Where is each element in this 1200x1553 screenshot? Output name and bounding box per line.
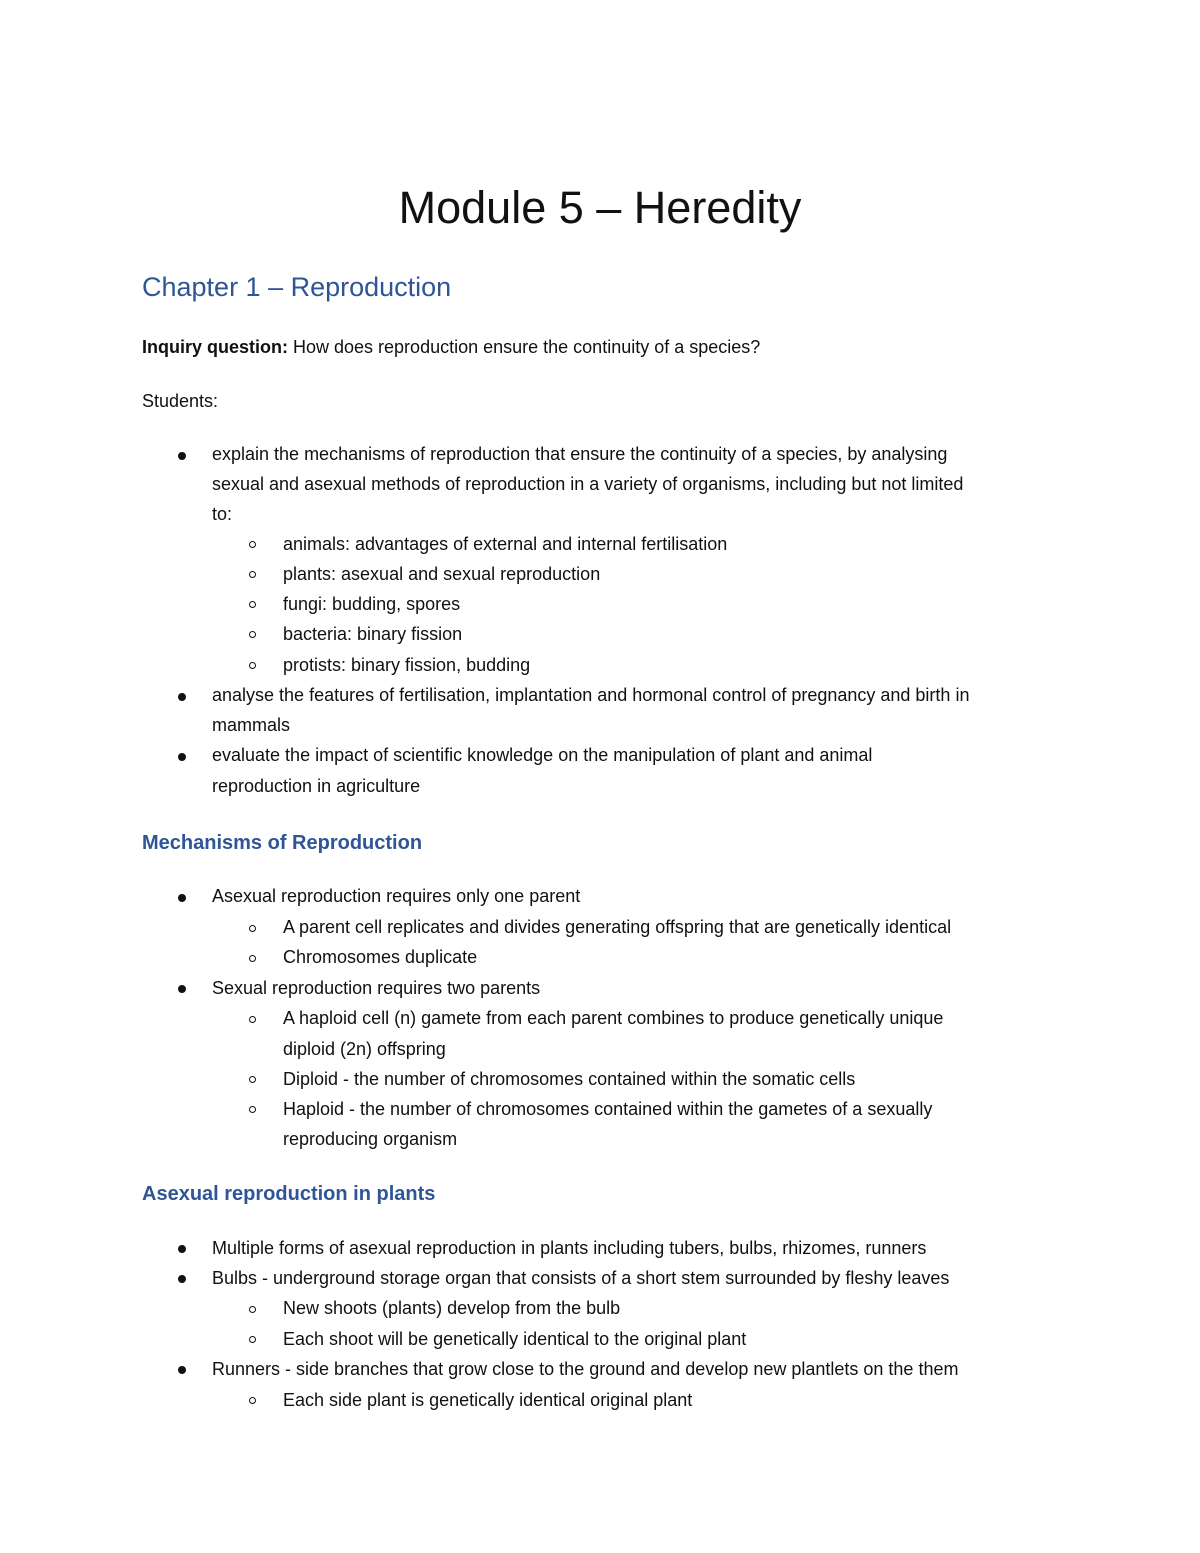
circle-bullet-icon: [249, 1397, 256, 1404]
sexual-subpoint: Haploid - the number of chromosomes contained within the gametes of a sexually: [283, 1099, 933, 1119]
circle-bullet-icon: [249, 1016, 256, 1023]
bulbs-point: Bulbs - underground storage organ that consists of a short stem surrounded by fleshy leaves: [212, 1268, 950, 1288]
bulbs-subpoint: New shoots (plants) develop from the bulb: [283, 1298, 621, 1318]
circle-bullet-icon: [249, 571, 256, 578]
outcome-1-line-3: to:: [212, 504, 233, 524]
circle-bullet-icon: [249, 1076, 256, 1083]
page-title: Module 5 – Heredity: [398, 182, 802, 233]
bullet-icon: [178, 452, 186, 460]
outcome-2-line-1: analyse the features of fertilisation, implantation and hormonal control of pregnancy and birth in: [212, 685, 970, 705]
asexual-subpoint: Chromosomes duplicate: [283, 947, 478, 967]
inquiry-label: Inquiry question:: [142, 337, 288, 357]
inquiry-text: How does reproduction ensure the continuity of a species?: [288, 337, 761, 357]
plants-point: Multiple forms of asexual reproduction in plants including tubers, bulbs, rhizomes, runners: [212, 1238, 927, 1258]
outcome-3-line-1: evaluate the impact of scientific knowledge on the manipulation of plant and animal: [212, 745, 873, 765]
sexual-subpoint: A haploid cell (n) gamete from each parent combines to produce genetically unique: [283, 1008, 944, 1028]
outcome-sub-item: animals: advantages of external and internal fertilisation: [283, 534, 728, 554]
circle-bullet-icon: [249, 662, 256, 669]
outcome-sub-item: bacteria: binary fission: [283, 624, 463, 644]
runners-point: Runners - side branches that grow close to the ground and develop new plantlets on the them: [212, 1359, 959, 1379]
circle-bullet-icon: [249, 925, 256, 932]
inquiry-question: [142, 335, 760, 359]
chapter-heading: Chapter 1 – Reproduction: [142, 272, 452, 302]
outcome-sub-item: protists: binary fission, budding: [283, 655, 531, 675]
sexual-point: Sexual reproduction requires two parents: [212, 978, 541, 998]
students-label: Students:: [142, 391, 219, 411]
bullet-icon: [178, 1366, 186, 1374]
bullet-icon: [178, 1275, 186, 1283]
asexual-subpoint: A parent cell replicates and divides generating offspring that are genetically identical: [283, 917, 952, 937]
bulbs-subpoint: Each shoot will be genetically identical to the original plant: [283, 1329, 747, 1349]
bullet-icon: [178, 894, 186, 902]
circle-bullet-icon: [249, 1306, 256, 1313]
bullet-icon: [178, 693, 186, 701]
sexual-subpoint: Diploid - the number of chromosomes contained within the somatic cells: [283, 1069, 856, 1089]
bullet-icon: [178, 985, 186, 993]
circle-bullet-icon: [249, 1106, 256, 1113]
outcome-1-line-2: sexual and asexual methods of reproduction in a variety of organisms, including but not limited: [212, 474, 964, 494]
circle-bullet-icon: [249, 631, 256, 638]
circle-bullet-icon: [249, 1336, 256, 1343]
outcome-sub-item: fungi: budding, spores: [283, 594, 461, 614]
section-heading-mechanisms: Mechanisms of Reproduction: [142, 832, 423, 854]
runners-subpoint: Each side plant is genetically identical original plant: [283, 1390, 693, 1410]
sexual-subpoint-continued: diploid (2n) offspring: [283, 1039, 446, 1059]
bullet-icon: [178, 1245, 186, 1253]
outcome-1-line-1: explain the mechanisms of reproduction that ensure the continuity of a species, by analysing: [212, 444, 948, 464]
section-heading-asexual-plants: Asexual reproduction in plants: [142, 1183, 436, 1205]
sexual-subpoint-continued: reproducing organism: [283, 1129, 458, 1149]
bullet-icon: [178, 753, 186, 761]
circle-bullet-icon: [249, 601, 256, 608]
circle-bullet-icon: [249, 541, 256, 548]
asexual-point: Asexual reproduction requires only one parent: [212, 886, 581, 906]
outcome-2-line-2: mammals: [212, 715, 291, 735]
outcome-3-line-2: reproduction in agriculture: [212, 776, 421, 796]
outcome-sub-item: plants: asexual and sexual reproduction: [283, 564, 601, 584]
circle-bullet-icon: [249, 955, 256, 962]
